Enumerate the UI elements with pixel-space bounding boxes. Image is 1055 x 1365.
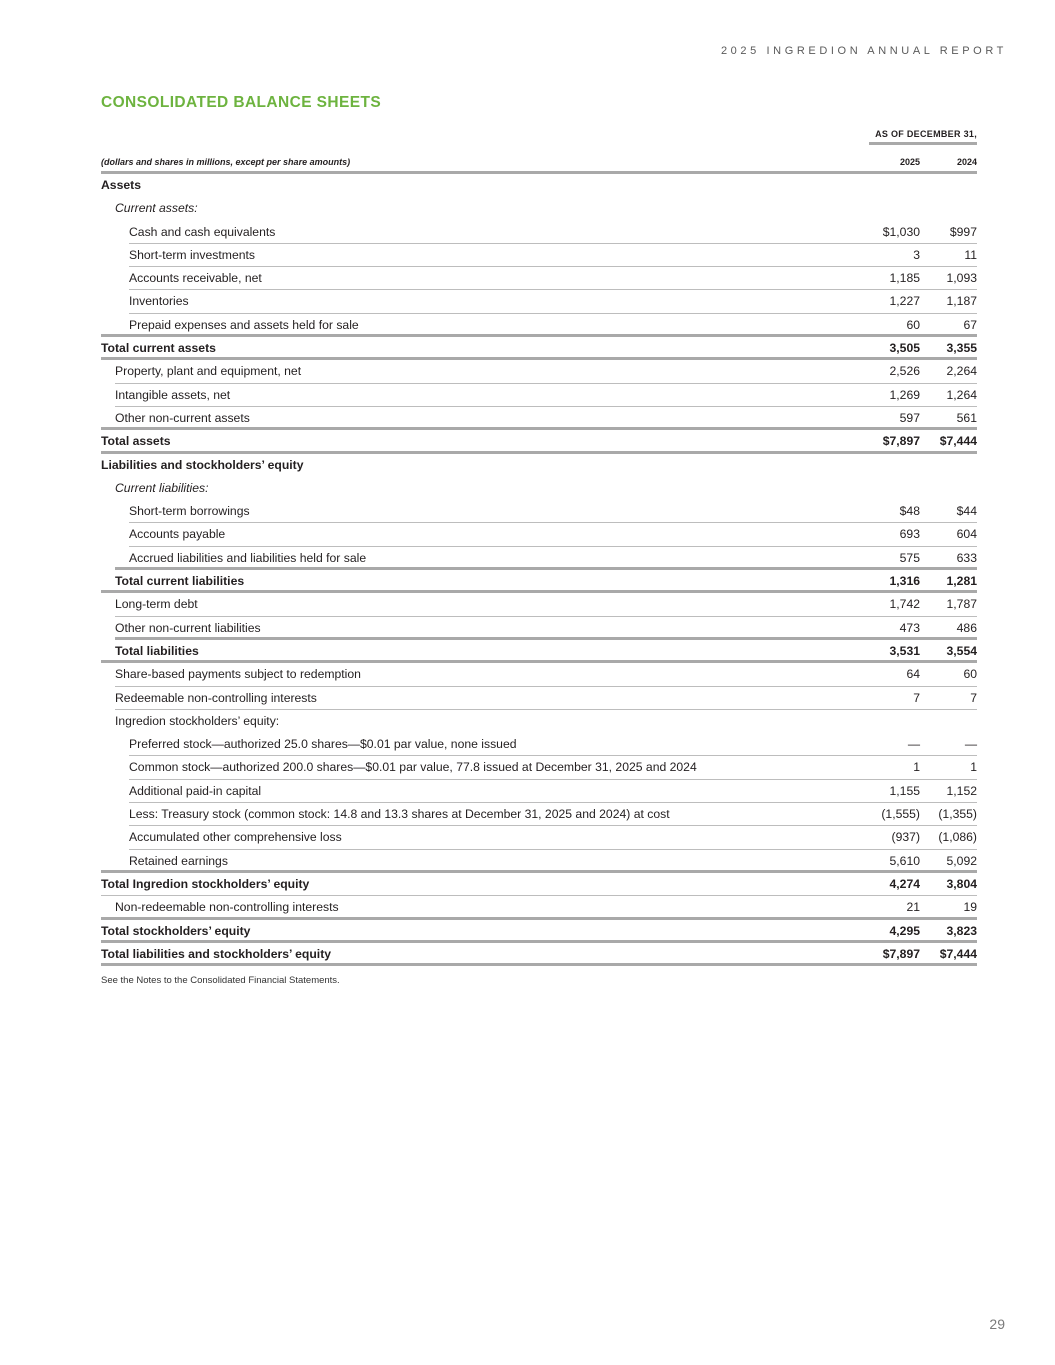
value-2025: $7,897	[882, 946, 920, 961]
table-row	[115, 360, 977, 383]
row-label: Other non-current liabilities	[115, 620, 261, 635]
table-row	[129, 290, 977, 313]
value-2024: 5,092	[946, 853, 977, 868]
row-label: Preferred stock—authorized 25.0 shares—$0.01 par value, none issued	[129, 737, 517, 752]
table-row	[101, 710, 977, 733]
row-label: Accounts payable	[129, 527, 226, 542]
row-label: Accounts receivable, net	[129, 271, 262, 286]
value-2025: (937)	[891, 830, 920, 845]
row-label: Non-redeemable non-controlling interests	[115, 900, 339, 915]
table-row	[115, 617, 977, 640]
value-2025: 21	[906, 900, 920, 915]
table-row	[115, 593, 977, 616]
row-label: Current assets:	[115, 201, 198, 216]
table-row	[101, 407, 977, 430]
value-2024: 1,187	[946, 294, 977, 309]
table-caption: (dollars and shares in millions, except per share amounts)	[101, 157, 351, 167]
value-2024: 60	[963, 667, 977, 682]
value-2024: 67	[963, 317, 977, 332]
table-row	[129, 780, 977, 803]
value-2024: 1,281	[946, 574, 977, 589]
table-row	[115, 663, 977, 686]
table-row	[129, 826, 977, 849]
table-row	[129, 221, 977, 244]
value-2025: 1	[913, 760, 920, 775]
row-label: Total assets	[101, 434, 171, 449]
value-2024: (1,355)	[938, 807, 977, 822]
row-label: Short-term borrowings	[129, 504, 250, 519]
table-row	[129, 244, 977, 267]
column-year-2024: 2024	[956, 157, 977, 167]
row-label: Accumulated other comprehensive loss	[129, 830, 342, 845]
value-2025: 5,610	[889, 853, 920, 868]
row-label: Total stockholders’ equity	[101, 923, 251, 938]
value-2025: 4,295	[889, 923, 920, 938]
table-period-header	[101, 129, 977, 147]
table-row	[115, 547, 977, 570]
value-2024: $7,444	[939, 946, 977, 961]
row-label: Total current assets	[101, 341, 216, 356]
value-2025: $48	[899, 504, 920, 519]
row-label: Cash and cash equivalents	[129, 224, 276, 239]
table-row	[101, 570, 977, 593]
row-label: Prepaid expenses and assets held for sale	[129, 317, 359, 332]
row-label: Retained earnings	[129, 853, 228, 868]
table-column-header	[101, 151, 977, 174]
row-label: Long-term debt	[115, 597, 198, 612]
table-row	[101, 337, 977, 360]
row-label: Common stock—authorized 200.0 shares—$0.01 par value, 77.8 issued at December 31, 2025 and 2024	[129, 760, 697, 775]
row-label: Total Ingredion stockholders’ equity	[101, 876, 310, 891]
row-label: Share-based payments subject to redemption	[115, 667, 361, 682]
value-2024: $7,444	[939, 434, 977, 449]
value-2025: $7,897	[882, 434, 920, 449]
value-2024: 1,264	[946, 387, 977, 402]
value-2024: 7	[970, 690, 977, 705]
row-label: Inventories	[129, 294, 189, 309]
page-title: CONSOLIDATED BALANCE SHEETS	[101, 94, 382, 111]
value-2024: 3,554	[946, 643, 977, 658]
value-2025: —	[907, 737, 920, 752]
table-row	[115, 384, 977, 407]
value-2025: (1,555)	[881, 807, 920, 822]
table-row	[101, 873, 977, 896]
value-2024: 486	[956, 620, 977, 635]
value-2025: 3,531	[889, 643, 920, 658]
value-2024: (1,086)	[938, 830, 977, 845]
value-2025: 4,274	[889, 876, 920, 891]
row-label: Redeemable non-controlling interests	[115, 690, 317, 705]
value-2025: 1,269	[889, 387, 920, 402]
value-2024: 633	[956, 550, 977, 565]
row-label: Total current liabilities	[115, 574, 245, 589]
table-row	[129, 267, 977, 290]
value-2025: 1,742	[889, 597, 920, 612]
row-label: Liabilities and stockholders’ equity	[101, 457, 304, 472]
value-2024: 1,093	[946, 271, 977, 286]
value-2025: 1,185	[889, 271, 920, 286]
value-2025: 693	[899, 527, 920, 542]
row-label: Less: Treasury stock (common stock: 14.8 and 13.3 shares at December 31, 2025 and 2024) at cost	[129, 807, 670, 822]
value-2024: 1,152	[946, 783, 977, 798]
table-row	[101, 430, 977, 453]
value-2024: 1	[970, 760, 977, 775]
value-2025: 64	[906, 667, 920, 682]
as-of-label: AS OF DECEMBER 31,	[869, 129, 977, 145]
value-2025: 575	[899, 550, 920, 565]
table-row	[101, 850, 977, 873]
value-2024: 1,787	[946, 597, 977, 612]
row-label: Accrued liabilities and liabilities held for sale	[129, 550, 367, 565]
value-2024: $997	[949, 224, 977, 239]
row-label: Total liabilities and stockholders’ equity	[101, 946, 332, 961]
value-2025: 1,316	[889, 574, 920, 589]
row-label: Additional paid-in capital	[129, 783, 262, 798]
table-row	[101, 920, 977, 943]
column-year-2025: 2025	[899, 157, 920, 167]
value-2024: $44	[956, 504, 977, 519]
table-row	[115, 687, 977, 710]
value-2025: $1,030	[882, 224, 920, 239]
value-2024: 3,804	[946, 876, 977, 891]
table-row	[129, 803, 977, 826]
table-row	[101, 640, 977, 663]
table-body	[101, 174, 977, 966]
table-row	[101, 454, 977, 477]
value-2024: 11	[964, 247, 977, 262]
table-row	[101, 197, 977, 220]
value-2025: 3	[913, 247, 920, 262]
row-label: Total liabilities	[115, 643, 199, 658]
row-label: Intangible assets, net	[115, 387, 231, 402]
value-2024: 19	[963, 900, 977, 915]
value-2025: 60	[906, 317, 920, 332]
value-2024: —	[964, 737, 977, 752]
row-label: Ingredion stockholders’ equity:	[115, 713, 280, 728]
table-row	[101, 896, 977, 919]
row-label: Current liabilities:	[115, 480, 209, 495]
balance-sheet-table	[101, 129, 977, 966]
table-row	[101, 943, 977, 966]
row-label: Property, plant and equipment, net	[115, 364, 302, 379]
table-row	[101, 477, 977, 500]
row-label: Short-term investments	[129, 247, 255, 262]
value-2025: 7	[913, 690, 920, 705]
value-2024: 2,264	[946, 364, 977, 379]
table-row	[101, 314, 977, 337]
footnote: See the Notes to the Consolidated Financial Statements.	[101, 975, 340, 986]
running-header: 2025 INGREDION ANNUAL REPORT	[720, 45, 1007, 57]
table-row	[129, 500, 977, 523]
table-row	[129, 733, 977, 756]
page-number: 29	[989, 1316, 1005, 1332]
row-label: Assets	[101, 178, 141, 192]
value-2024: 604	[956, 527, 977, 542]
row-label: Other non-current assets	[115, 410, 250, 425]
value-2025: 1,155	[889, 783, 920, 798]
value-2025: 473	[899, 620, 920, 635]
table-row	[101, 174, 977, 197]
value-2025: 1,227	[889, 294, 920, 309]
table-row	[129, 523, 977, 546]
value-2024: 561	[956, 410, 977, 425]
table-row	[129, 756, 977, 779]
value-2024: 3,355	[946, 341, 977, 356]
value-2025: 3,505	[889, 341, 920, 356]
value-2024: 3,823	[946, 923, 977, 938]
value-2025: 2,526	[889, 364, 920, 379]
value-2025: 597	[899, 410, 920, 425]
